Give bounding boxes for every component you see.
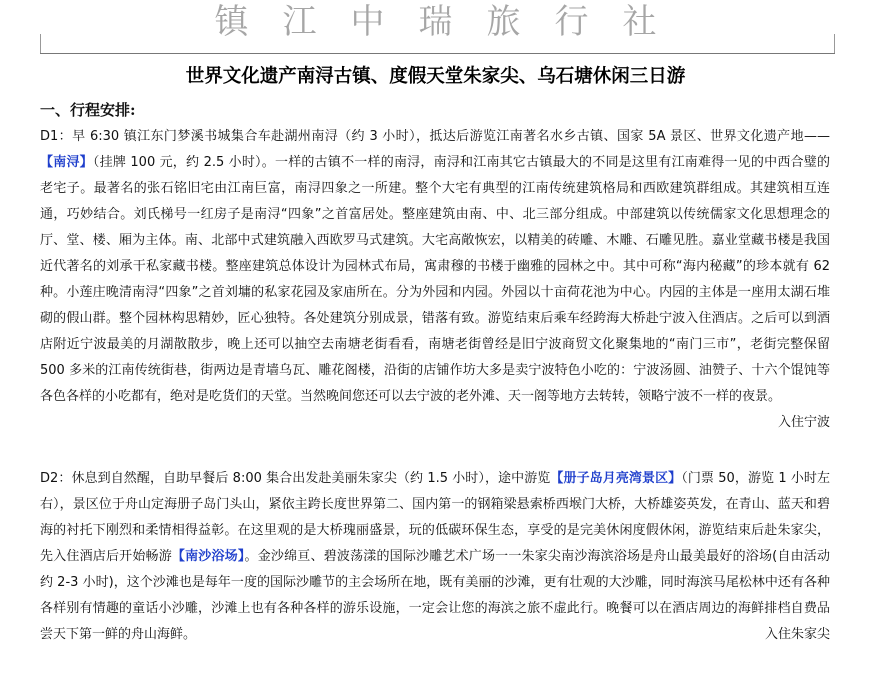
header-crop-mark-left [40,34,41,54]
day2-highlight-nansha-beach: 【南沙浴场】 [171,549,245,564]
day1-highlight-nanxun: 【南浔】 [40,155,93,170]
day1-overnight-note: 入住宁波 [777,415,830,430]
header-rule [40,53,835,54]
document-title: 世界文化遗产南浔古镇、度假天堂朱家尖、乌石塘休闲三日游 [185,66,686,87]
day2-overnight-note: 入住朱家尖 [764,627,830,642]
section-heading-itinerary: 一、行程安排: [40,101,136,119]
day1-paragraph [40,124,830,436]
day2-highlight-cezi-island: 【册子岛月亮湾景区】 [550,471,682,486]
day2-text-part3: 。金沙绵亘、碧波荡漾的国际沙雕艺术广场一一朱家尖南沙海滨浴场是舟山最美最好的浴场(自由活动约 2-3 小时)，这个沙滩也是每年一度的国际沙雕节的主会场所在地，既有美丽的沙滩，更有壮观的大沙雕，同时海滨马尾松林中还有各种各样别有情趣的童话小沙雕，沙滩上也有各种各样的游乐设施，一定会让您的海滨之旅不虚此行。晚餐可以在酒店周边的海鲜排档自费品尝天下第一鲜的舟山海鲜。 [40,549,830,642]
company-name-header: 镇江中瑞旅行社 [214,2,691,42]
header-crop-mark-right [834,34,835,54]
day1-text-part2: （挂牌 100 元，约 2.5 小时）。一样的古镇不一样的南浔，南浔和江南其它古镇最大的不同是这里有江南难得一见的中西合璧的老宅子。最著名的张石铭旧宅由江南巨富，南浔四象之一所建。整个大宅有典型的江南传统建筑格局和西欧建筑群组成。其建筑相互连通，巧妙结合。刘氏梯号一红房子是南浔“四象”之首富居处。整座建筑由南、中、北三部分组成。中部建筑以传统儒家文化思想理念的厅、堂、楼、厢为主体。南、北部中式建筑融入西欧罗马式建筑。大宅高敞恢宏，以精美的砖雕、木雕、石雕见胜。嘉业堂藏书楼是我国近代著名的刘承干私家藏书楼。整座建筑总体设计为园林式布局，寓肃穆的书楼于幽雅的园林之中。其中可称“海内秘藏”的珍本就有 62 种。小莲庄晚清南浔“四象”之首刘墉的私家花园及家庙所在。分为外园和内园。外园以十亩荷花池为中心。内园的主体是一座用太湖石堆砌的假山群。整个园林构思精妙，匠心独特。各处建筑分别成景，错落有致。游览结束后乘车经跨海大桥赴宁波入住酒店。之后可以到酒店附近宁波最美的月湖散散步，晚上还可以抽空去南塘老街看看，南塘老街曾经是旧宁波商贸文化聚集地的“南门三市”，老街完整保留 500 多米的江南传统街巷，街两边是青墙乌瓦、雕花阁楼，沿街的店铺作坊大多是卖宁波特色小吃的：宁波汤圆、油赞子、十六个馄饨等各色各样的小吃都有，绝对是吃货们的天堂。当然晚间您还可以去宁波的老外滩、天一阁等地方去转转，领略宁波不一样的夜景。 [40,155,830,404]
day2-paragraph [40,466,830,648]
day2-text-part1: D2：休息到自然醒，自助早餐后 8:00 集合出发赴美丽朱家尖（约 1.5 小时），途中游览 [40,471,551,486]
day1-text-part1: D1：早 6:30 镇江东门梦溪书城集合车赴湖州南浔（约 3 小时），抵达后游览江南著名水乡古镇、国家 5A 景区、世界文化遗产地—— [40,129,830,144]
day2-text-part2: （门票 50，游览 1 小时左右），景区位于舟山定海册子岛门头山，紧依主跨长度世界第二、国内第一的钢箱梁悬索桥西堠门大桥，大桥雄姿英发，在青山、蓝天和碧海的衬托下刚烈和柔情相得益彰。在这里观的是大桥瑰丽盛景，玩的低碳环保生态，享受的是完美休闲度假休闲，游览结束后赴朱家尖，先入住酒店后开始畅游 [40,471,830,564]
